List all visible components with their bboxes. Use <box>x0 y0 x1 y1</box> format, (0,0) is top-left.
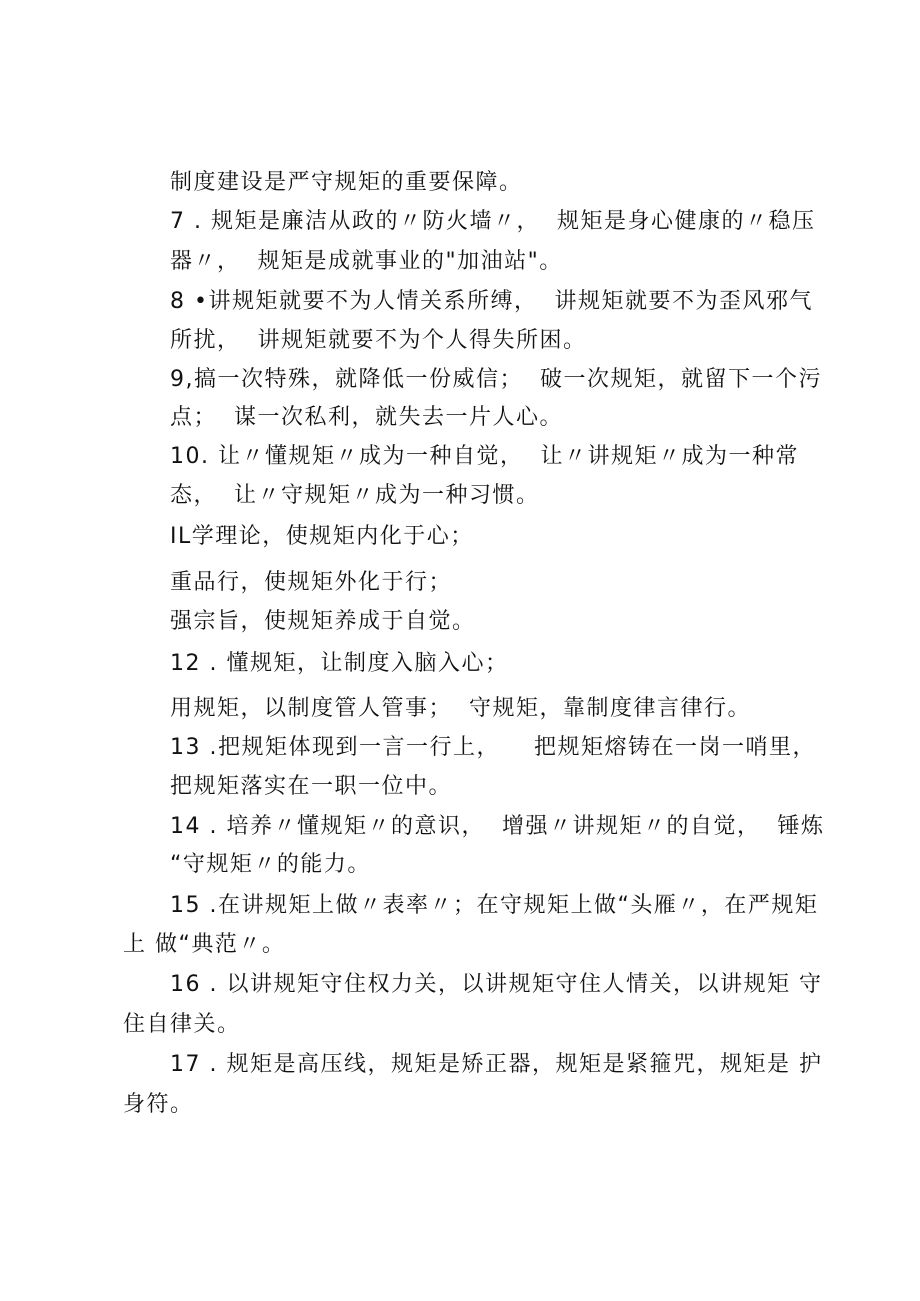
text-line: 身符。 <box>123 1092 194 1117</box>
text-line: 8 •讲规矩就要不为人情关系所缚， 讲规矩就要不为歪风邪气 <box>170 289 813 314</box>
text-line: 15 .在讲规矩上做〃表率〃；在守规矩上做“头雁〃，在严规矩 <box>170 893 819 918</box>
text-line: 14 . 培养〃懂规矩〃的意识， 增强〃讲规矩〃的自觉， 锤炼 <box>170 814 825 839</box>
text-line: 点； 谋一次私利，就失去一片人心。 <box>170 405 563 430</box>
text-line: 用规矩，以制度管人管事； 守规矩，靠制度律言律行。 <box>170 696 751 721</box>
text-line: 16 . 以讲规矩守住权力关，以讲规矩守住人情关，以讲规矩 守 <box>170 972 823 997</box>
text-line: 9,搞一次特殊，就降低一份威信； 破一次规矩，就留下一个污 <box>170 367 822 392</box>
text-line: 上 做“典范〃。 <box>123 932 286 957</box>
text-line: 制度建设是严守规矩的重要保障。 <box>170 170 523 195</box>
text-line: 强宗旨，使规矩养成于自觉。 <box>170 609 476 634</box>
text-line: 住自律关。 <box>123 1012 241 1037</box>
text-line: 13 .把规矩体现到一言一行上， 把规矩熔铸在一岗一哨里， <box>170 735 816 760</box>
text-line: 17 . 规矩是高压线，规矩是矫正器，规矩是紧箍咒，规矩是 护 <box>170 1052 823 1077</box>
text-line: 10. 让〃懂规矩〃成为一种自觉， 让〃讲规矩〃成为一种常 <box>170 444 799 469</box>
text-line: 态， 让〃守规矩〃成为一种习惯。 <box>170 483 540 508</box>
text-line: 重品行，使规矩外化于行； <box>170 570 453 595</box>
text-line: 把规矩落实在一职一位中。 <box>170 774 453 799</box>
text-line: IL学理论，使规矩内化于心； <box>170 524 474 549</box>
text-line: 7 . 规矩是廉洁从政的〃防火墙〃， 规矩是身心健康的〃稳压 <box>170 209 816 234</box>
text-line: “守规矩〃的能力。 <box>170 852 371 877</box>
text-line: 所扰， 讲规矩就要不为个人得失所困。 <box>170 328 587 353</box>
text-line: 器〃， 规矩是成就事业的"加油站"。 <box>170 249 563 274</box>
text-line: 12 . 懂规矩，让制度入脑入心； <box>170 651 509 676</box>
